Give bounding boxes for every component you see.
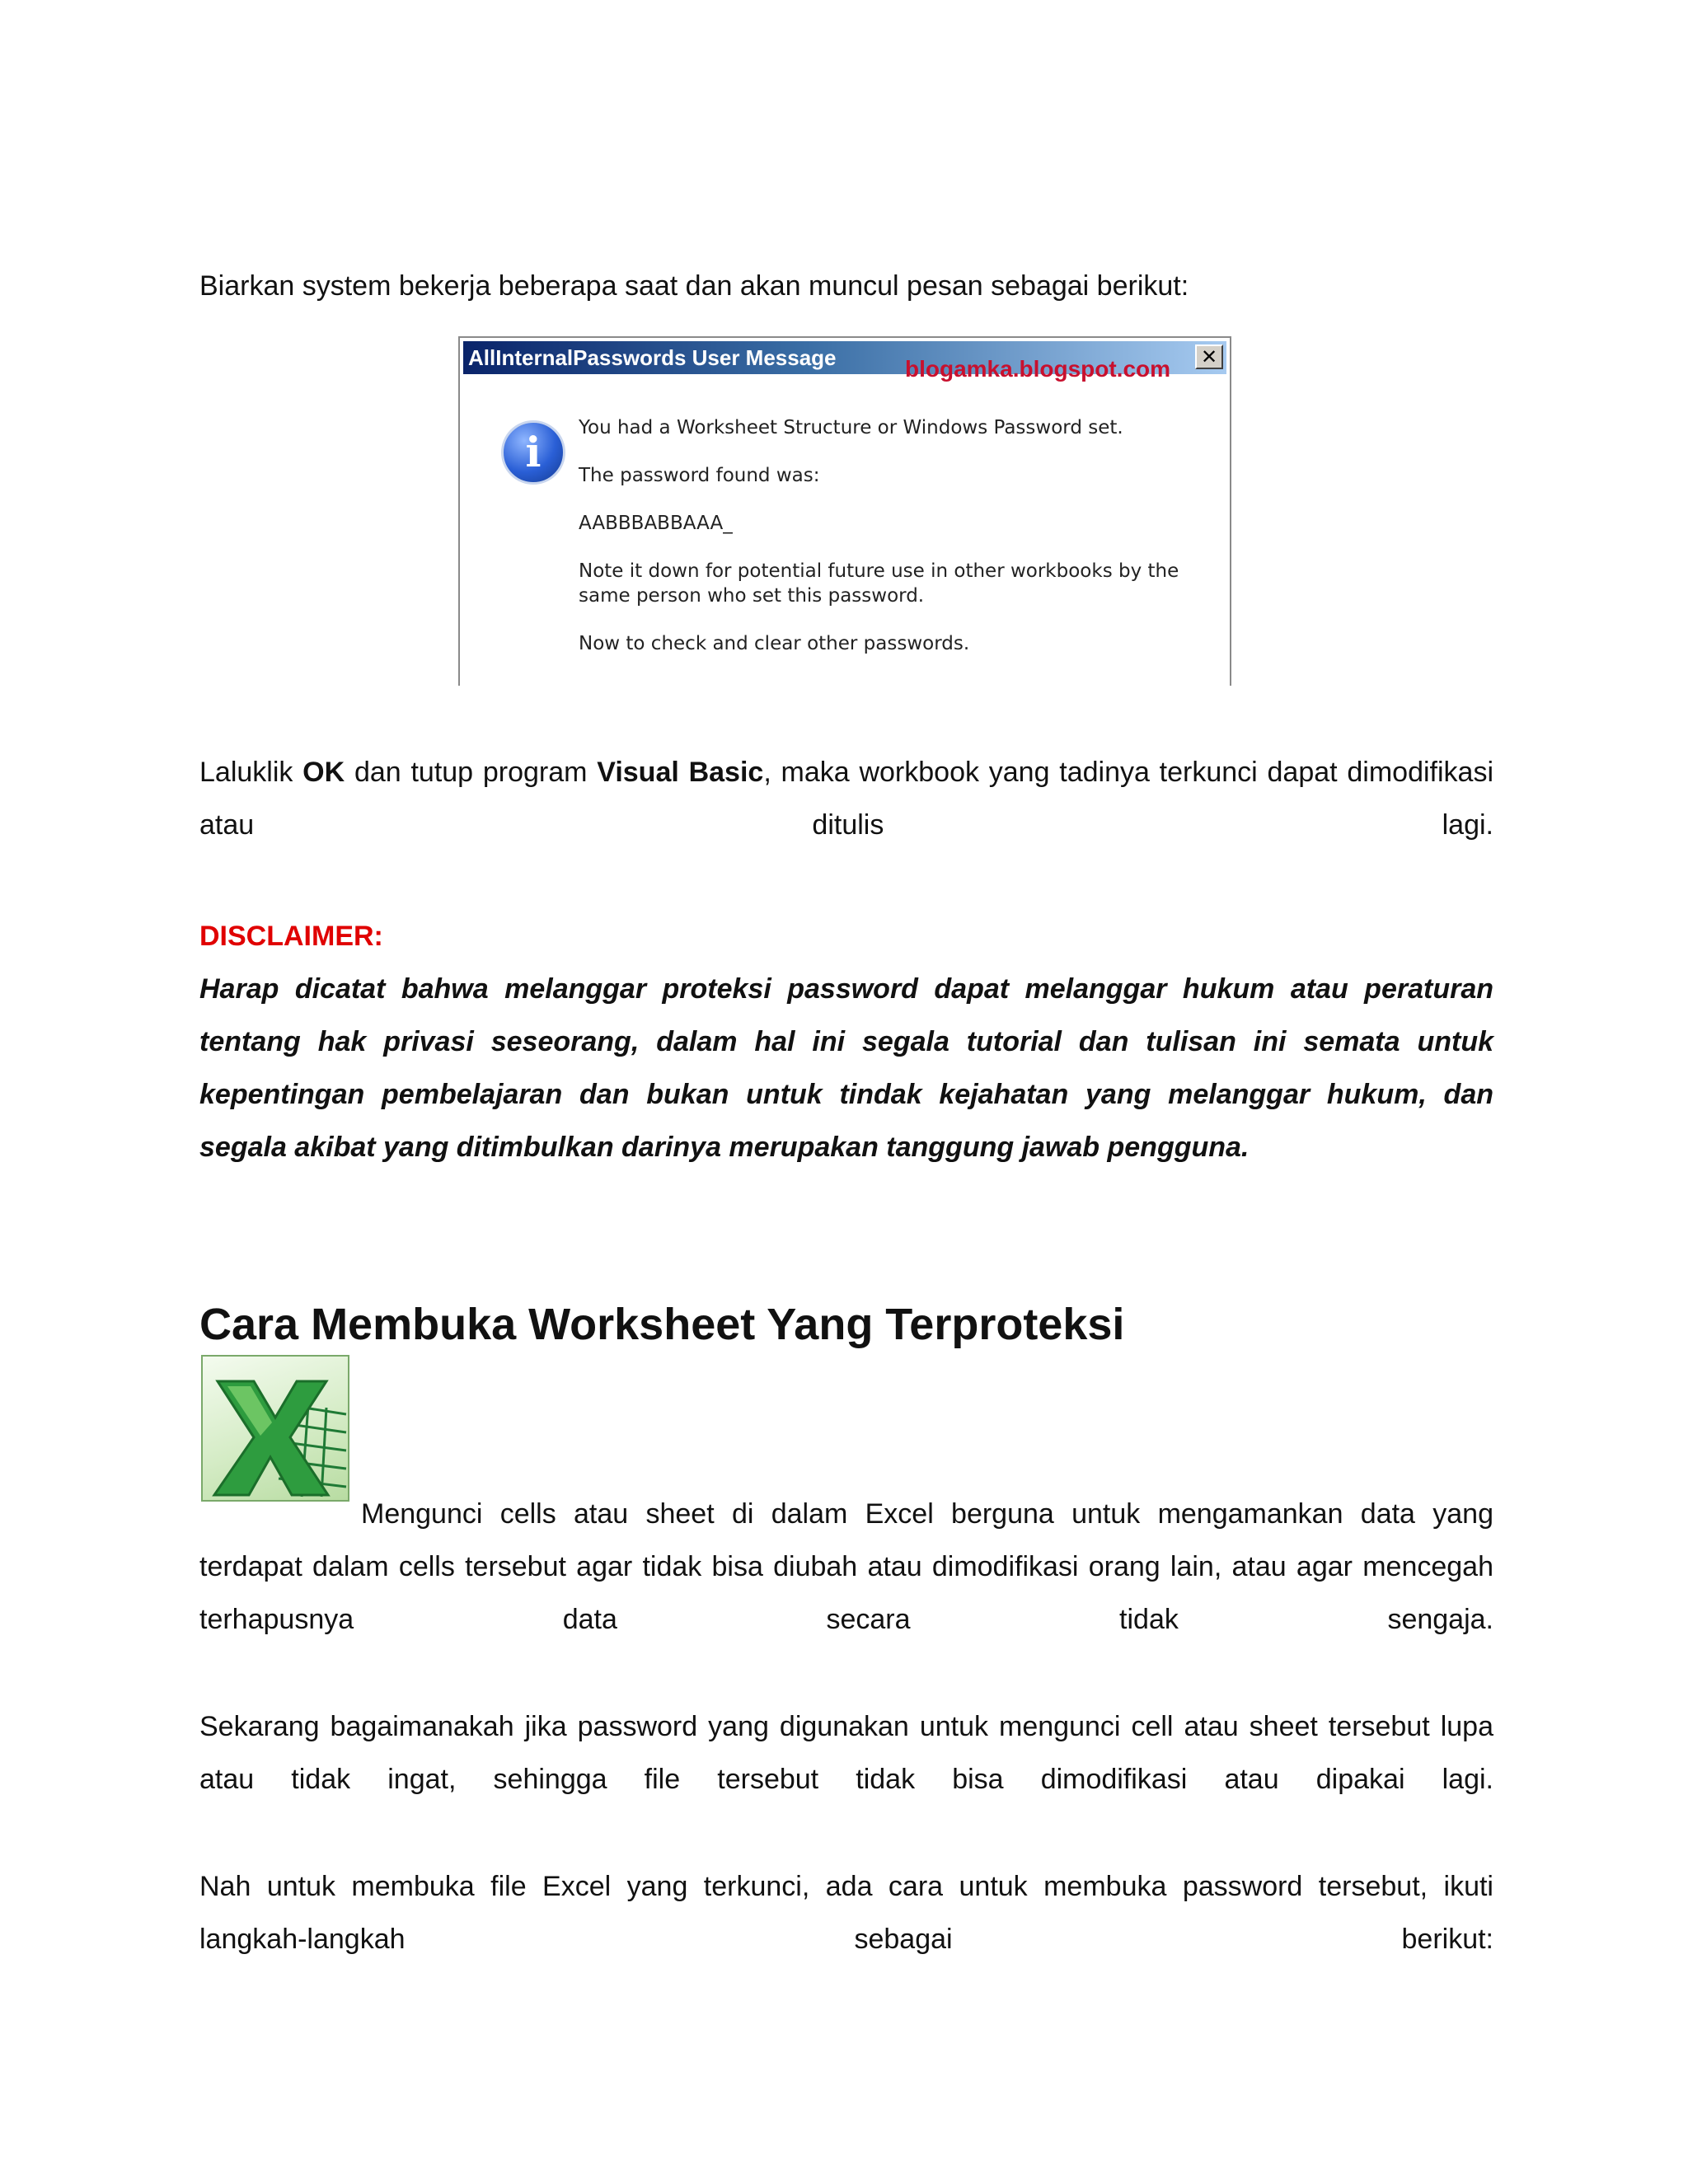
paragraph-locking-cells: Mengunci cells atau sheet di dalam Excel berguna untuk mengamankan data yang terdapat dalam cells tersebut agar tidak bisa diubah atau dimodifikasi orang lain, atau agar mencegah terhapusnya data secara tidak sengaja.: [199, 1498, 1493, 1635]
dialog-line: The password found was:: [579, 465, 820, 486]
text-run: dan tutup program: [345, 757, 598, 788]
dialog-title: AllInternalPasswords User Message: [468, 345, 837, 370]
visual-basic-emphasis: Visual Basic: [597, 757, 764, 788]
section-title: Cara Membuka Worksheet Yang Terproteksi: [199, 1300, 1125, 1349]
dialog-line: Note it down for potential future use in other workbooks by the: [579, 560, 1179, 582]
excel-logo-icon: [201, 1355, 349, 1502]
password-message-dialog: [458, 336, 1231, 686]
dialog-line: You had a Worksheet Structure or Windows Password set.: [579, 417, 1123, 438]
text-run: , maka workbook yang tadinya terkunci dapat dimodifikasi atau ditulis lagi.: [199, 757, 1493, 841]
dialog-line: Now to check and clear other passwords.: [579, 633, 970, 654]
paragraph-steps-intro: Nah untuk membuka file Excel yang terkunci, ada cara untuk membuka password tersebut, ikuti langkah-langkah sebagai berikut:: [199, 1871, 1493, 1955]
dialog-line: same person who set this password.: [579, 585, 925, 607]
paragraph-forgot-password: Sekarang bagaimanakah jika password yang digunakan untuk mengunci cell atau sheet tersebut lupa atau tidak ingat, sehingga file tersebut tidak bisa dimodifikasi atau dipakai lagi.: [199, 1711, 1493, 1795]
text-run: Laluklik: [199, 757, 303, 788]
ok-emphasis: OK: [302, 757, 345, 788]
dialog-password: AABBBABBAAA_: [579, 513, 733, 534]
dialog-watermark: blogamka.blogspot.com: [905, 356, 1171, 382]
disclaimer-heading: DISCLAIMER:: [199, 921, 383, 952]
excel-logo-graphic: [203, 1357, 348, 1500]
disclaimer-text: Harap dicatat bahwa melanggar proteksi password dapat melanggar hukum atau peraturan tentang hak privasi seseorang, dalam hal ini segala tutorial dan tulisan ini semata untuk kepentingan pembelajaran dan bukan untuk tindak kejahatan yang melanggar hukum, dan segala akibat yang ditimbulkan darinya merupakan tanggung jawab pengguna.: [199, 973, 1493, 1163]
info-icon: i: [501, 420, 565, 485]
after-dialog-paragraph: [199, 746, 1493, 851]
close-icon[interactable]: ✕: [1195, 344, 1223, 369]
intro-text: Biarkan system bekerja beberapa saat dan akan muncul pesan sebagai berikut:: [199, 270, 1189, 302]
